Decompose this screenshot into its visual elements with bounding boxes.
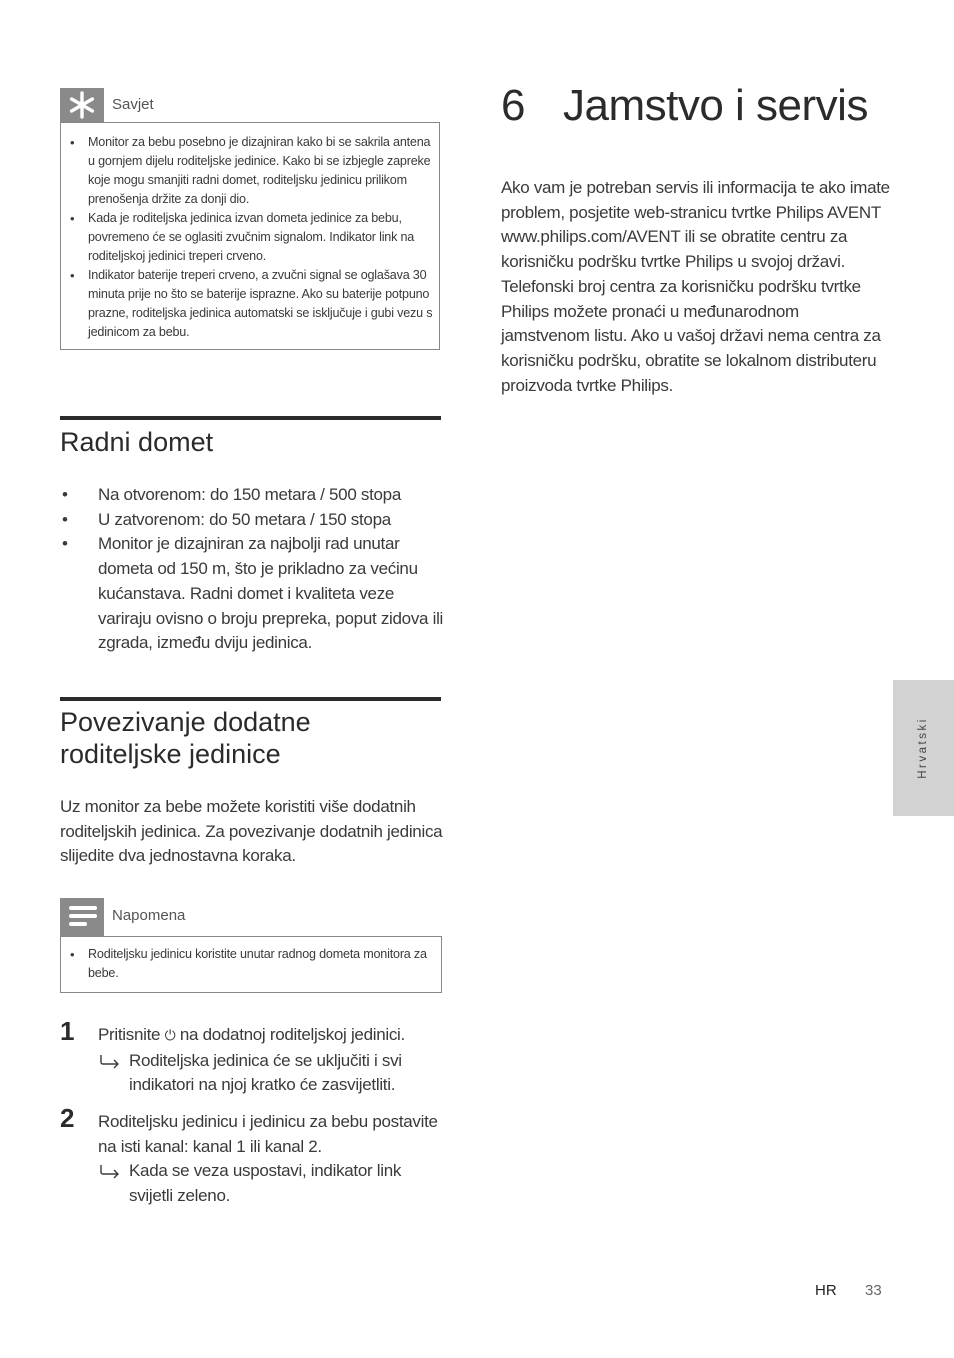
range-item: • Monitor je dizajniran za najbolji rad unutar dometa od 150 m, što je prikladno za većinu kućanstava. Radni domet i kvaliteta veze variraju ovisno o broju prepreka, poput zidova ili zgrada, između dviju jedinica. — [60, 532, 450, 656]
language-side-tab — [893, 680, 954, 816]
page-number: 33 — [865, 1282, 882, 1299]
footer-language: HR — [815, 1282, 837, 1299]
section-title-connect — [60, 706, 311, 770]
chapter-number: 6 — [501, 81, 526, 130]
step-text-after: na dodatnoj roditeljskoj jedinici. — [179, 1025, 405, 1044]
step-text-before: Pritisnite — [98, 1025, 161, 1044]
tip-list — [61, 133, 439, 342]
side-tab-label: Hrvatski — [917, 717, 929, 779]
range-list — [60, 483, 450, 656]
result-arrow-icon — [98, 1049, 122, 1073]
step-instruction: Roditeljsku jedinicu i jedinicu za bebu postavite na isti kanal: kanal 1 ili kanal 2. — [98, 1112, 438, 1156]
step-1 — [98, 1023, 448, 1098]
step-number: 1 — [60, 1016, 75, 1046]
section-rule — [60, 416, 441, 420]
note-icon — [60, 898, 104, 936]
range-item: • U zatvorenom: do 50 metara / 150 stopa — [60, 508, 450, 533]
note-label: Napomena — [112, 907, 186, 924]
range-item: • Na otvorenom: do 150 metara / 500 stopa — [60, 483, 450, 508]
chapter-body: Ako vam je potreban servis ili informacija te ako imate problem, posjetite web-stranicu tvrtke Philips AVENT www.philips.com/AVENT ili se obratite centru za korisničku podršku tvrtke Philips u svojoj državi. Telefonski broj centra za korisničku podršku tvrtke Philips možete pronaći u međunarodnom jamstvenom listu. Ako u vašoj državi nema centra za korisničku podršku, obratite se lokalnom distributeru proizvoda tvrtke Philips. — [501, 178, 890, 395]
note-box — [60, 936, 442, 993]
tip-item: • Monitor za bebu posebno je dizajniran kako bi se sakrila antena u gornjem dijelu roditeljske jedinice. Kako bi se izbjegle zapreke koje mogu smanjiti radni domet, roditeljsku jedinicu prilikom prenošenja držite za donji dio. — [61, 133, 439, 209]
step-result-text: Roditeljska jedinica će se uključiti i svi indikatori na njoj kratko će zasvijetliti. — [129, 1050, 402, 1095]
step-result-text: Kada se veza uspostavi, indikator link svijetli zeleno. — [129, 1161, 402, 1206]
step-instruction — [98, 1023, 448, 1049]
section-rule — [60, 697, 441, 701]
note-item: • Roditeljsku jedinicu koristite unutar radnog dometa monitora za bebe. — [61, 945, 441, 983]
tip-icon — [60, 88, 104, 122]
step-number: 2 — [60, 1103, 75, 1133]
section-title-range: Radni domet — [60, 427, 214, 457]
power-icon: ⏻ — [164, 1028, 176, 1044]
tip-label: Savjet — [112, 96, 154, 113]
note-list — [61, 945, 441, 983]
step-result — [98, 1049, 448, 1098]
section-title-line: Povezivanje dodatne — [60, 707, 311, 737]
chapter-title: Jamstvo i servis — [563, 81, 868, 130]
tip-item: • Indikator baterije treperi crveno, a zvučni signal se oglašava 30 minuta prije no što se baterije isprazne. Ako su baterije potpuno prazne, roditeljska jedinica automatski se isključuje i gubi vezu s jedinicom za bebu. — [61, 266, 439, 342]
asterisk-icon — [60, 88, 104, 122]
section-title-line: roditeljske jedinice — [60, 739, 281, 769]
tip-item: • Kada je roditeljska jedinica izvan dometa jedinice za bebu, povremeno će se oglasiti zvučnim signalom. Indikator link na roditeljskoj jedinici treperi crveno. — [61, 209, 439, 266]
step-2 — [98, 1110, 448, 1209]
result-arrow-icon — [98, 1159, 122, 1183]
connect-intro: Uz monitor za bebe možete koristiti više dodatnih roditeljskih jedinica. Za povezivanje dodatnih jedinica slijedite dva jednostavna koraka. — [60, 797, 443, 866]
tip-box — [60, 122, 440, 350]
step-result — [98, 1159, 448, 1208]
